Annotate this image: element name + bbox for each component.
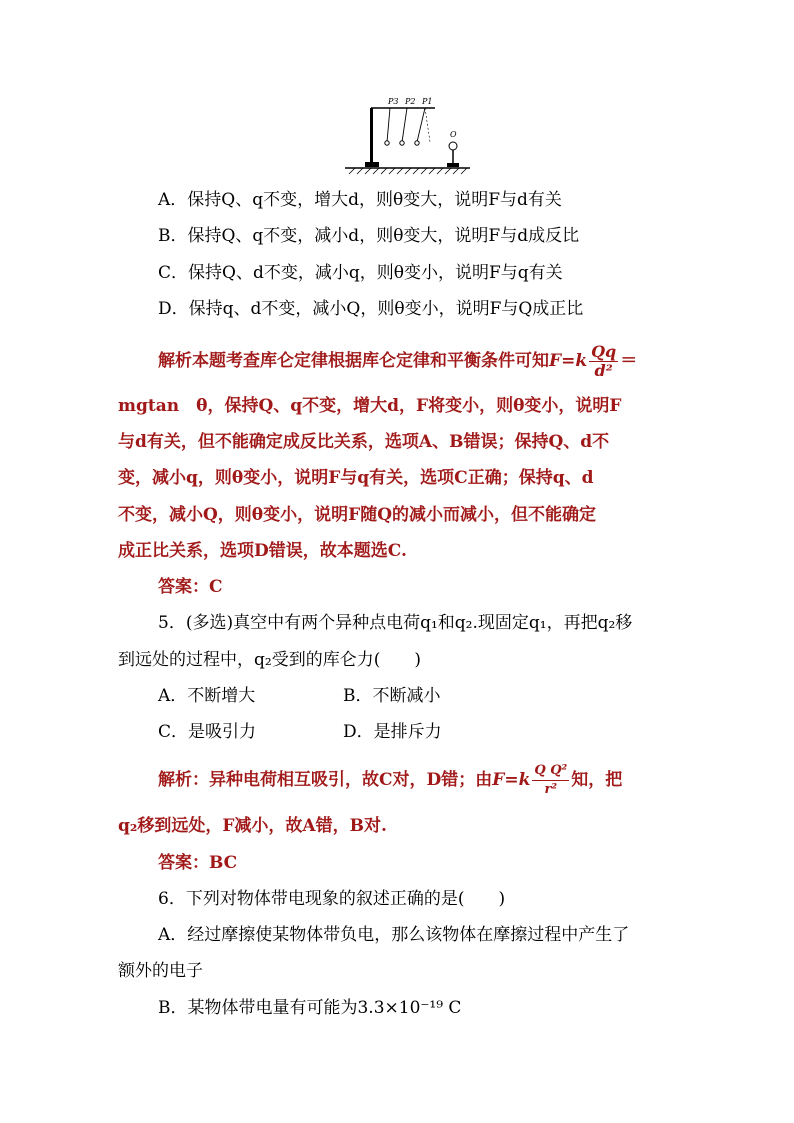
q6-option-a-line-1: A．经过摩擦使某物体带负电，那么该物体在摩擦过程中产生了 <box>158 925 630 945</box>
q5-option-b: B．不断减小 <box>343 686 441 706</box>
label-p2: P2 <box>405 97 416 106</box>
q4-analysis-line-2: 与d有关，但不能确定成反比关系，选项A、B错误；保持Q、d不 <box>118 432 610 452</box>
q4-analysis-line-4: 不变，减小Q，则θ变小，说明F随Q的减小而减小，但不能确定 <box>118 505 597 525</box>
q5-stem-line-1: 5．(多选)真空中有两个异种点电荷q₁和q₂.现固定q₁，再把q₂移 <box>158 613 633 633</box>
q6-stem: 6．下列对物体带电现象的叙述正确的是( ) <box>158 889 506 909</box>
q5-options-row-2 <box>158 720 442 744</box>
label-p1: P1 <box>422 97 433 106</box>
formula-lhs: F=k <box>549 351 588 371</box>
q4-answer: 答案：C <box>158 577 223 597</box>
q5-formula-lhs: F=k <box>492 770 531 790</box>
q5-formula-tail: 知，把 <box>571 770 623 790</box>
analysis-label: 解析 <box>158 351 192 371</box>
q4-option-c: C．保持Q、d不变，减小q，则θ变小，说明F与q有关 <box>158 263 563 283</box>
label-o: O <box>450 130 457 139</box>
q4-analysis-first-line <box>158 343 637 380</box>
q4-option-b: B．保持Q、q不变，减小d，则θ变大，说明F与d成反比 <box>158 226 580 246</box>
q4-option-d: D．保持q、d不变，减小Q，则θ变小，说明F与Q成正比 <box>158 299 584 319</box>
q5-option-c: C．是吸引力 <box>158 722 257 742</box>
q4-analysis-line-1: mgtan θ，保持Q、q不变，增大d，F将变小，则θ变小，说明F <box>118 396 622 416</box>
q5-analysis-intro: ：异种电荷相互吸引，故C对，D错；由 <box>192 770 493 790</box>
q5-answer: 答案：BC <box>158 853 238 873</box>
q5-formula-fraction <box>532 762 569 799</box>
formula-numerator: Qq <box>591 342 617 361</box>
pendulum-figure <box>345 90 475 179</box>
q6-option-a-line-2: 额外的电子 <box>118 961 203 981</box>
formula-equals: ＝ <box>620 351 638 371</box>
analysis-intro: 本题考查库仑定律根据库仑定律和平衡条件可知 <box>192 351 549 371</box>
q5-formula-numerator: Q Q² <box>532 762 569 781</box>
q5-options-row-1 <box>158 684 441 708</box>
label-p3: P3 <box>388 97 399 106</box>
q4-analysis-line-3: 变，减小q，则θ变小，说明F与q有关，选项C正确；保持q、d <box>118 468 594 488</box>
q5-analysis-line-2: q₂移到远处，F减小，故A错，B对. <box>118 816 387 836</box>
formula-denominator: d² <box>594 361 613 380</box>
q6-option-b: B．某物体带电量有可能为3.3×10⁻¹⁹ C <box>158 998 462 1018</box>
q5-stem-line-2: 到远处的过程中，q₂受到的库仑力( ) <box>118 650 421 670</box>
q5-formula-denominator: r² <box>544 782 558 797</box>
q5-analysis-first-line <box>158 762 622 799</box>
formula-fraction <box>589 343 618 380</box>
q5-analysis-label: 解析 <box>158 770 192 790</box>
q5-option-d: D．是排斥力 <box>343 722 442 742</box>
q4-analysis-line-5: 成正比关系，选项D错误，故本题选C. <box>118 541 407 561</box>
q5-option-a: A．不断增大 <box>158 686 256 706</box>
q4-option-a: A．保持Q、q不变，增大d，则θ变大，说明F与d有关 <box>158 190 562 210</box>
pendulum-diagram <box>345 90 475 175</box>
